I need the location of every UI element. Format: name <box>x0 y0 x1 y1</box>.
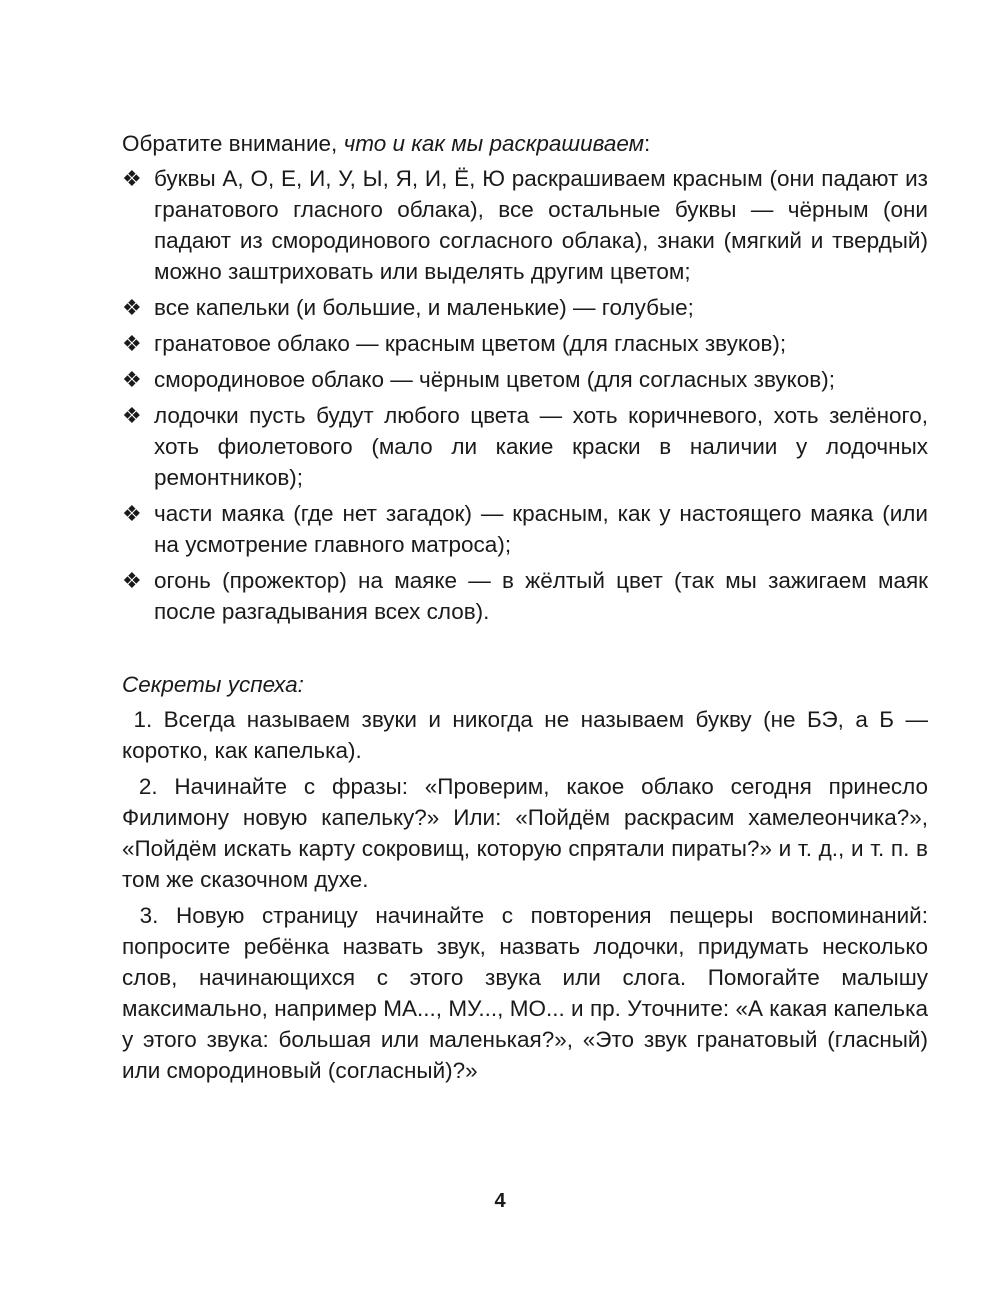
list-item-text: огонь (прожектор) на маяке — в жёлтый цвет (так мы зажигаем маяк после разгадывания всех слов). <box>154 568 928 624</box>
diamond-bullet-icon: ❖ <box>122 166 142 191</box>
tip-paragraph <box>122 704 928 766</box>
tip-number: 2. <box>138 774 158 799</box>
diamond-bullet-icon: ❖ <box>122 367 142 392</box>
diamond-bullet-icon: ❖ <box>122 501 142 526</box>
list-item <box>122 163 928 287</box>
intro-paragraph <box>122 128 928 159</box>
intro-emphasis: что и как мы раскрашиваем <box>343 131 645 156</box>
tip-text: Начинайте с фразы: «Проверим, какое облако сегодня принесло Филимону новую капельку?» Или: «Пойдём раскрасим хамелеончика?», «Пойдём искать карту сокровищ, которую спрятали пираты?» и т. д., и т. п. в том же сказочном духе. <box>122 774 928 892</box>
tip-paragraph <box>122 900 928 1086</box>
list-item <box>122 400 928 493</box>
coloring-rules-list <box>122 163 928 627</box>
diamond-bullet-icon: ❖ <box>122 331 142 356</box>
list-item-text: гранатовое облако — красным цветом (для гласных звуков); <box>154 331 787 356</box>
diamond-bullet-icon: ❖ <box>122 403 142 428</box>
page-number: 4 <box>494 1190 506 1212</box>
tip-paragraph <box>122 771 928 895</box>
diamond-bullet-icon: ❖ <box>122 568 142 593</box>
intro-prefix: Обратите внимание, <box>122 131 344 156</box>
intro-suffix: : <box>644 131 651 156</box>
secrets-heading: Секреты успеха: <box>122 672 304 697</box>
list-item <box>122 364 928 395</box>
list-item-text: буквы А, О, Е, И, У, Ы, Я, И, Ё, Ю раскрашиваем красным (они падают из гранатового гласного облака), все остальные буквы — чёрным (они падают из смородинового согласного облака), знаки (мягкий и твердый) можно заштриховать или выделять другим цветом; <box>154 166 928 284</box>
tip-number: 1. <box>133 707 153 732</box>
list-item-text: лодочки пусть будут любого цвета — хоть коричневого, хоть зелёного, хоть фиолетового (мало ли какие краски в наличии у лодочных ремонтников); <box>154 403 928 490</box>
diamond-bullet-icon: ❖ <box>122 295 142 320</box>
page-body <box>122 128 928 1091</box>
list-item-text: части маяка (где нет загадок) — красным, как у настоящего маяка (или на усмотрение главного матроса); <box>154 501 928 557</box>
list-item <box>122 292 928 323</box>
tip-number: 3. <box>139 903 159 928</box>
list-item <box>122 498 928 560</box>
tip-text: Всегда называем звуки и никогда не называем букву (не БЭ, а Б — коротко, как капелька). <box>122 707 929 763</box>
list-item <box>122 328 928 359</box>
list-item <box>122 565 928 627</box>
list-item-text: все капельки (и большие, и маленькие) — голубые; <box>154 295 694 320</box>
tip-text: Новую страницу начинайте с повторения пещеры воспоминаний: попросите ребёнка назвать звук, назвать лодочки, придумать несколько слов, начинающихся с этого звука или слога. Помогайте малышу максимально, например МА..., МУ..., МО... и пр. Уточните: «А какая капелька у этого звука: большая или маленькая?», «Это звук гранатовый (гласный) или смородиновый (согласный)?» <box>122 903 928 1083</box>
list-item-text: смородиновое облако — чёрным цветом (для согласных звуков); <box>154 367 835 392</box>
